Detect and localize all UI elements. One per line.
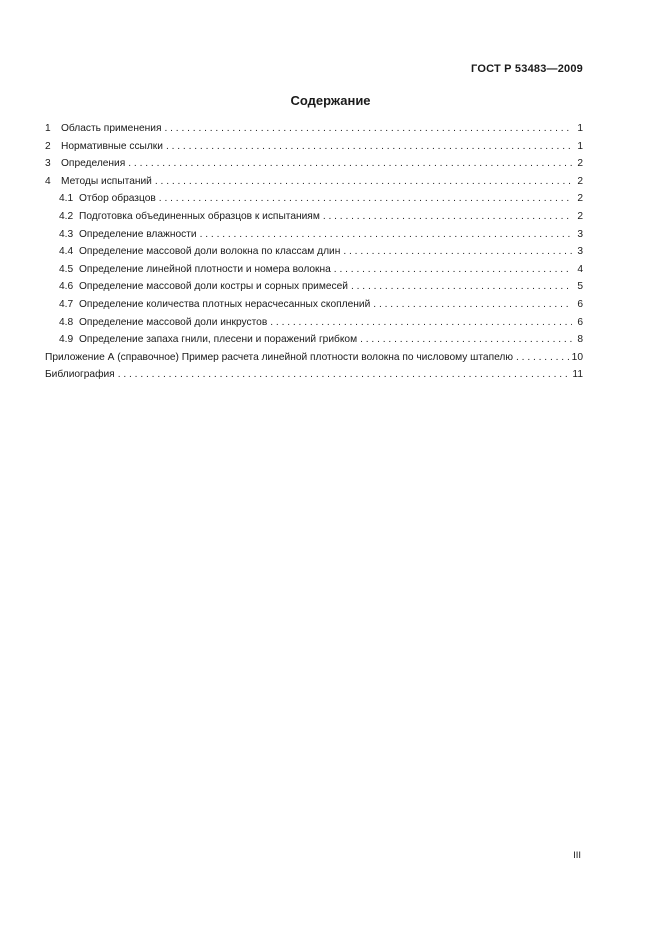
toc-entry-page: 5 <box>577 281 583 293</box>
toc-entry-label: Определение массовой доли инкрустов <box>79 316 268 328</box>
toc-subentry[interactable] <box>45 296 583 314</box>
dot-leader <box>323 208 572 226</box>
dot-leader <box>343 243 572 261</box>
toc-entry-label: Приложение А (справочное) Пример расчета линейной плотности волокна по числовому штапелю <box>45 351 513 363</box>
toc-entry-label: Определение линейной плотности и номера волокна <box>79 263 331 275</box>
toc-entry-label: Определение запаха гнили, плесени и поражений грибком <box>79 334 358 346</box>
toc-entry-label: Нормативные ссылки <box>61 140 163 152</box>
toc-appendix-entry[interactable] <box>45 349 583 367</box>
toc-entry-number: 4.6 <box>59 281 74 293</box>
toc-entry-number: 4.9 <box>59 334 74 346</box>
toc-entry-page: 2 <box>577 175 583 187</box>
toc-subentry[interactable] <box>45 190 583 208</box>
toc-entry-page: 3 <box>577 246 583 258</box>
dot-leader <box>159 190 572 208</box>
dot-leader <box>360 331 572 349</box>
toc-entry-number: 4.8 <box>59 316 74 328</box>
toc-entry-label: Определения <box>61 158 126 170</box>
toc-entry-label: Методы испытаний <box>61 175 152 187</box>
toc-entry-number: 4.5 <box>59 263 74 275</box>
toc-entry-number: 2 <box>45 140 51 152</box>
toc-entry-number: 4.2 <box>59 210 74 222</box>
toc-entry-label: Определение массовой доли костры и сорных примесей <box>79 281 348 293</box>
toc-subentry[interactable] <box>45 243 583 261</box>
toc-entry-page: 1 <box>577 123 583 134</box>
toc-subentry[interactable] <box>45 314 583 332</box>
toc-title: Содержание <box>290 93 371 108</box>
toc-entry-label: Отбор образцов <box>79 193 156 205</box>
page-number: III <box>573 850 581 861</box>
toc-subentry[interactable] <box>45 278 583 296</box>
toc-entry[interactable] <box>45 120 583 138</box>
dot-leader <box>200 226 572 244</box>
toc-bibliography-entry[interactable] <box>45 366 583 384</box>
dot-leader <box>118 366 570 384</box>
toc-entry-page: 2 <box>577 193 583 205</box>
dot-leader <box>128 155 572 173</box>
toc-entry-label: Определение влажности <box>79 228 197 240</box>
toc-entry-page: 1 <box>577 140 583 152</box>
toc-entry-number: 4 <box>45 175 51 187</box>
toc-entry-page: 6 <box>577 298 583 310</box>
toc-entry-page: 8 <box>577 334 583 346</box>
table-of-contents <box>45 120 583 384</box>
dot-leader <box>334 261 572 279</box>
toc-entry-number: 4.3 <box>59 228 74 240</box>
toc-entry[interactable] <box>45 138 583 156</box>
toc-entry[interactable] <box>45 155 583 173</box>
toc-entry-number: 4.1 <box>59 193 74 205</box>
toc-subentry[interactable] <box>45 208 583 226</box>
toc-entry-number: 3 <box>45 158 51 170</box>
toc-subentry[interactable] <box>45 261 583 279</box>
dot-leader <box>373 296 572 314</box>
toc-entry-label: Библиография <box>45 369 115 381</box>
toc-entry-number: 1 <box>45 123 51 134</box>
toc-entry-page: 11 <box>572 369 583 381</box>
dot-leader <box>270 314 572 332</box>
toc-entry[interactable] <box>45 173 583 191</box>
toc-entry-label: Область применения <box>61 123 162 134</box>
toc-entry-page: 6 <box>577 316 583 328</box>
toc-entry-label: Подготовка объединенных образцов к испытаниям <box>79 210 320 222</box>
toc-subentry[interactable] <box>45 226 583 244</box>
dot-leader <box>155 173 572 191</box>
toc-entry-page: 3 <box>577 228 583 240</box>
toc-entry-number: 4.4 <box>59 246 74 258</box>
document-code: ГОСТ Р 53483—2009 <box>471 63 583 75</box>
toc-entry-page: 2 <box>577 158 583 170</box>
dot-leader <box>164 120 572 138</box>
toc-entry-page: 4 <box>577 263 583 275</box>
dot-leader <box>166 138 572 156</box>
dot-leader <box>516 349 569 367</box>
toc-subentry[interactable] <box>45 331 583 349</box>
toc-entry-page: 10 <box>571 351 583 363</box>
toc-entry-number: 4.7 <box>59 298 74 310</box>
dot-leader <box>351 278 572 296</box>
toc-entry-label: Определение количества плотных нерасчесанных скоплений <box>79 298 371 310</box>
toc-entry-page: 2 <box>577 210 583 222</box>
toc-entry-label: Определение массовой доли волокна по классам длин <box>79 246 341 258</box>
